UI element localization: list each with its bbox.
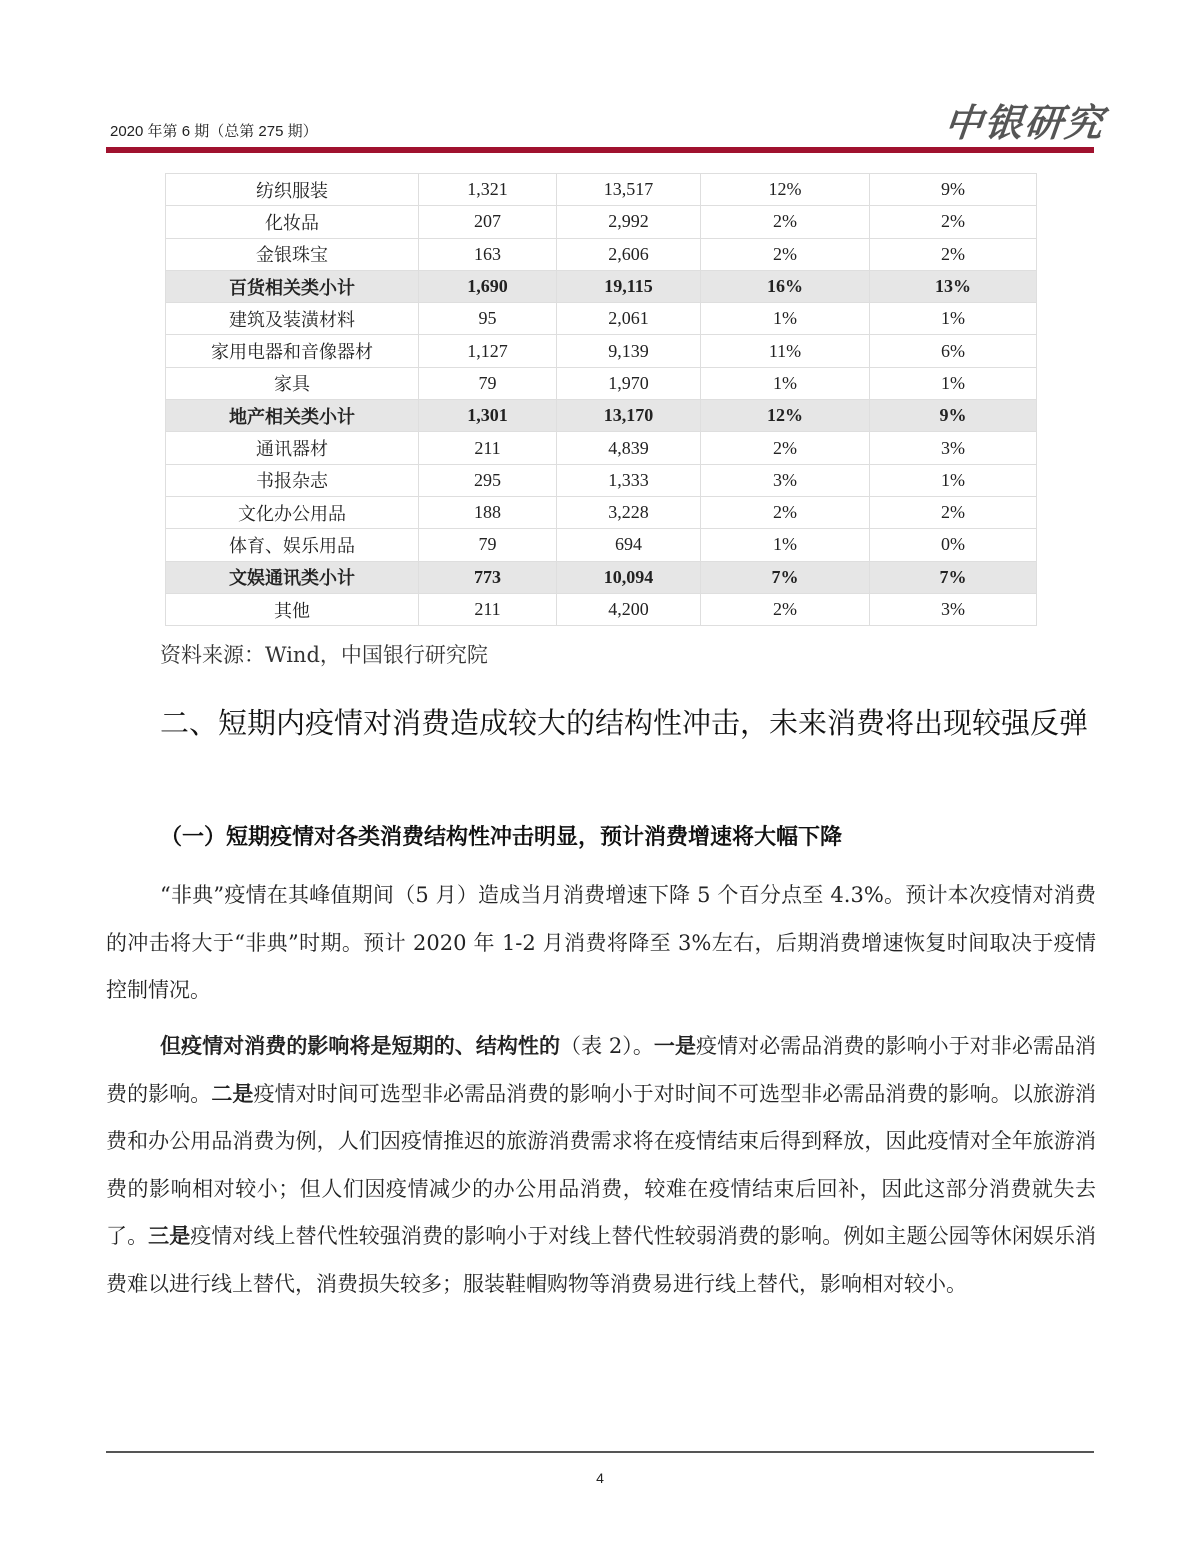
cell-p2: 1% [870, 464, 1037, 496]
cell-p2: 7% [870, 561, 1037, 593]
point1-text: 疫情对必需品消费的影响小于对非必需品消费的影响。 [106, 1034, 1097, 1106]
cell-name: 建筑及装潢材料 [166, 303, 419, 335]
cell-p1: 7% [701, 561, 870, 593]
cell-v2: 2,061 [557, 303, 701, 335]
cell-v2: 4,839 [557, 432, 701, 464]
cell-p2: 2% [870, 238, 1037, 270]
cell-v1: 79 [419, 529, 557, 561]
cell-p1: 1% [701, 367, 870, 399]
cell-name: 家具 [166, 367, 419, 399]
table-row [166, 432, 1037, 464]
cell-p1: 2% [701, 496, 870, 528]
cell-v1: 207 [419, 206, 557, 238]
paragraph-structural-impact [106, 1023, 1096, 1308]
cell-name: 纺织服装 [166, 174, 419, 206]
cell-v1: 773 [419, 561, 557, 593]
point2-text: 疫情对时间可选型非必需品消费的影响小于对时间不可选型非必需品消费的影响。以旅游消费和办公用品消费为例，人们因疫情推迟的旅游消费需求将在疫情结束后得到释放，因此疫情对全年旅游消费的影响相对较小；但人们因疫情减少的办公用品消费，较难在疫情结束后回补，因此这部分消费就失去了。 [106, 1081, 1097, 1248]
table-source-note: 资料来源：Wind，中国银行研究院 [160, 643, 488, 667]
cell-p2: 1% [870, 367, 1037, 399]
point3-text: 疫情对线上替代性较强消费的影响小于对线上替代性较弱消费的影响。例如主题公园等休闲娱乐消费难以进行线上替代，消费损失较多；服装鞋帽购物等消费易进行线上替代，影响相对较小。 [106, 1224, 1097, 1296]
cell-name: 金银珠宝 [166, 238, 419, 270]
cell-v2: 13,517 [557, 174, 701, 206]
lead-text: （表 2）。 [560, 1034, 654, 1058]
cell-v1: 163 [419, 238, 557, 270]
page-number: 4 [596, 1470, 604, 1486]
cell-p2: 0% [870, 529, 1037, 561]
cell-name: 家用电器和音像器材 [166, 335, 419, 367]
table-row [166, 206, 1037, 238]
table-row [166, 367, 1037, 399]
point3-label: 三是 [148, 1224, 191, 1248]
consumption-table [165, 173, 1037, 626]
cell-p1: 2% [701, 593, 870, 625]
cell-p1: 11% [701, 335, 870, 367]
cell-name: 其他 [166, 593, 419, 625]
point1-label: 一是 [653, 1034, 697, 1058]
cell-v1: 95 [419, 303, 557, 335]
footer-rule [106, 1451, 1094, 1453]
cell-p2: 9% [870, 400, 1037, 432]
cell-p1: 12% [701, 174, 870, 206]
lead-bold-text: 但疫情对消费的影响将是短期的、结构性的 [160, 1034, 561, 1058]
table-row [166, 238, 1037, 270]
cell-p2: 13% [870, 270, 1037, 302]
cell-p2: 3% [870, 432, 1037, 464]
cell-name: 通讯器材 [166, 432, 419, 464]
cell-v1: 1,690 [419, 270, 557, 302]
cell-name: 体育、娱乐用品 [166, 529, 419, 561]
cell-v2: 2,606 [557, 238, 701, 270]
cell-v2: 2,992 [557, 206, 701, 238]
publication-logo: 中银研究 [942, 100, 1108, 145]
cell-v1: 1,127 [419, 335, 557, 367]
cell-v2: 10,094 [557, 561, 701, 593]
cell-v2: 1,333 [557, 464, 701, 496]
cell-name: 书报杂志 [166, 464, 419, 496]
subtotal-row [166, 270, 1037, 302]
cell-v2: 694 [557, 529, 701, 561]
cell-v2: 19,115 [557, 270, 701, 302]
cell-name: 文娱通讯类小计 [166, 561, 419, 593]
cell-p1: 3% [701, 464, 870, 496]
table-body [166, 174, 1037, 626]
cell-p2: 2% [870, 206, 1037, 238]
cell-name: 文化办公用品 [166, 496, 419, 528]
cell-v1: 1,301 [419, 400, 557, 432]
cell-p1: 16% [701, 270, 870, 302]
cell-v1: 79 [419, 367, 557, 399]
cell-v1: 211 [419, 593, 557, 625]
table-row [166, 335, 1037, 367]
cell-p1: 12% [701, 400, 870, 432]
cell-name: 化妆品 [166, 206, 419, 238]
cell-v1: 1,321 [419, 174, 557, 206]
cell-v2: 3,228 [557, 496, 701, 528]
cell-v1: 211 [419, 432, 557, 464]
table-row [166, 464, 1037, 496]
table-row [166, 303, 1037, 335]
point2-label: 二是 [211, 1081, 254, 1106]
cell-p2: 3% [870, 593, 1037, 625]
issue-label: 2020 年第 6 期（总第 275 期） [110, 123, 318, 140]
cell-p1: 2% [701, 206, 870, 238]
cell-p2: 2% [870, 496, 1037, 528]
header-rule [106, 147, 1094, 153]
paragraph-sars-comparison: “非典”疫情在其峰值期间（5 月）造成当月消费增速下降 5 个百分点至 4.3%。预计本次疫情对消费的冲击将大于“非典”时期。预计 2020 年 1-2 月消费将降至 3%左右，后期消费增速恢复时间取决于疫情控制情况。 [106, 883, 1096, 1002]
cell-p1: 2% [701, 432, 870, 464]
cell-v2: 13,170 [557, 400, 701, 432]
cell-v2: 9,139 [557, 335, 701, 367]
cell-p2: 6% [870, 335, 1037, 367]
cell-p2: 9% [870, 174, 1037, 206]
subtotal-row [166, 561, 1037, 593]
section-heading: 二、短期内疫情对消费造成较大的结构性冲击，未来消费将出现较强反弹 [160, 706, 1089, 740]
cell-v1: 295 [419, 464, 557, 496]
cell-name: 百货相关类小计 [166, 270, 419, 302]
subsection-heading: （一）短期疫情对各类消费结构性冲击明显，预计消费增速将大幅下降 [160, 825, 843, 850]
cell-v2: 1,970 [557, 367, 701, 399]
cell-name: 地产相关类小计 [166, 400, 419, 432]
table-row [166, 496, 1037, 528]
cell-p1: 1% [701, 529, 870, 561]
cell-v2: 4,200 [557, 593, 701, 625]
cell-p1: 1% [701, 303, 870, 335]
cell-v1: 188 [419, 496, 557, 528]
table-row [166, 529, 1037, 561]
subtotal-row [166, 400, 1037, 432]
table-row [166, 593, 1037, 625]
cell-p2: 1% [870, 303, 1037, 335]
table-row [166, 174, 1037, 206]
cell-p1: 2% [701, 238, 870, 270]
